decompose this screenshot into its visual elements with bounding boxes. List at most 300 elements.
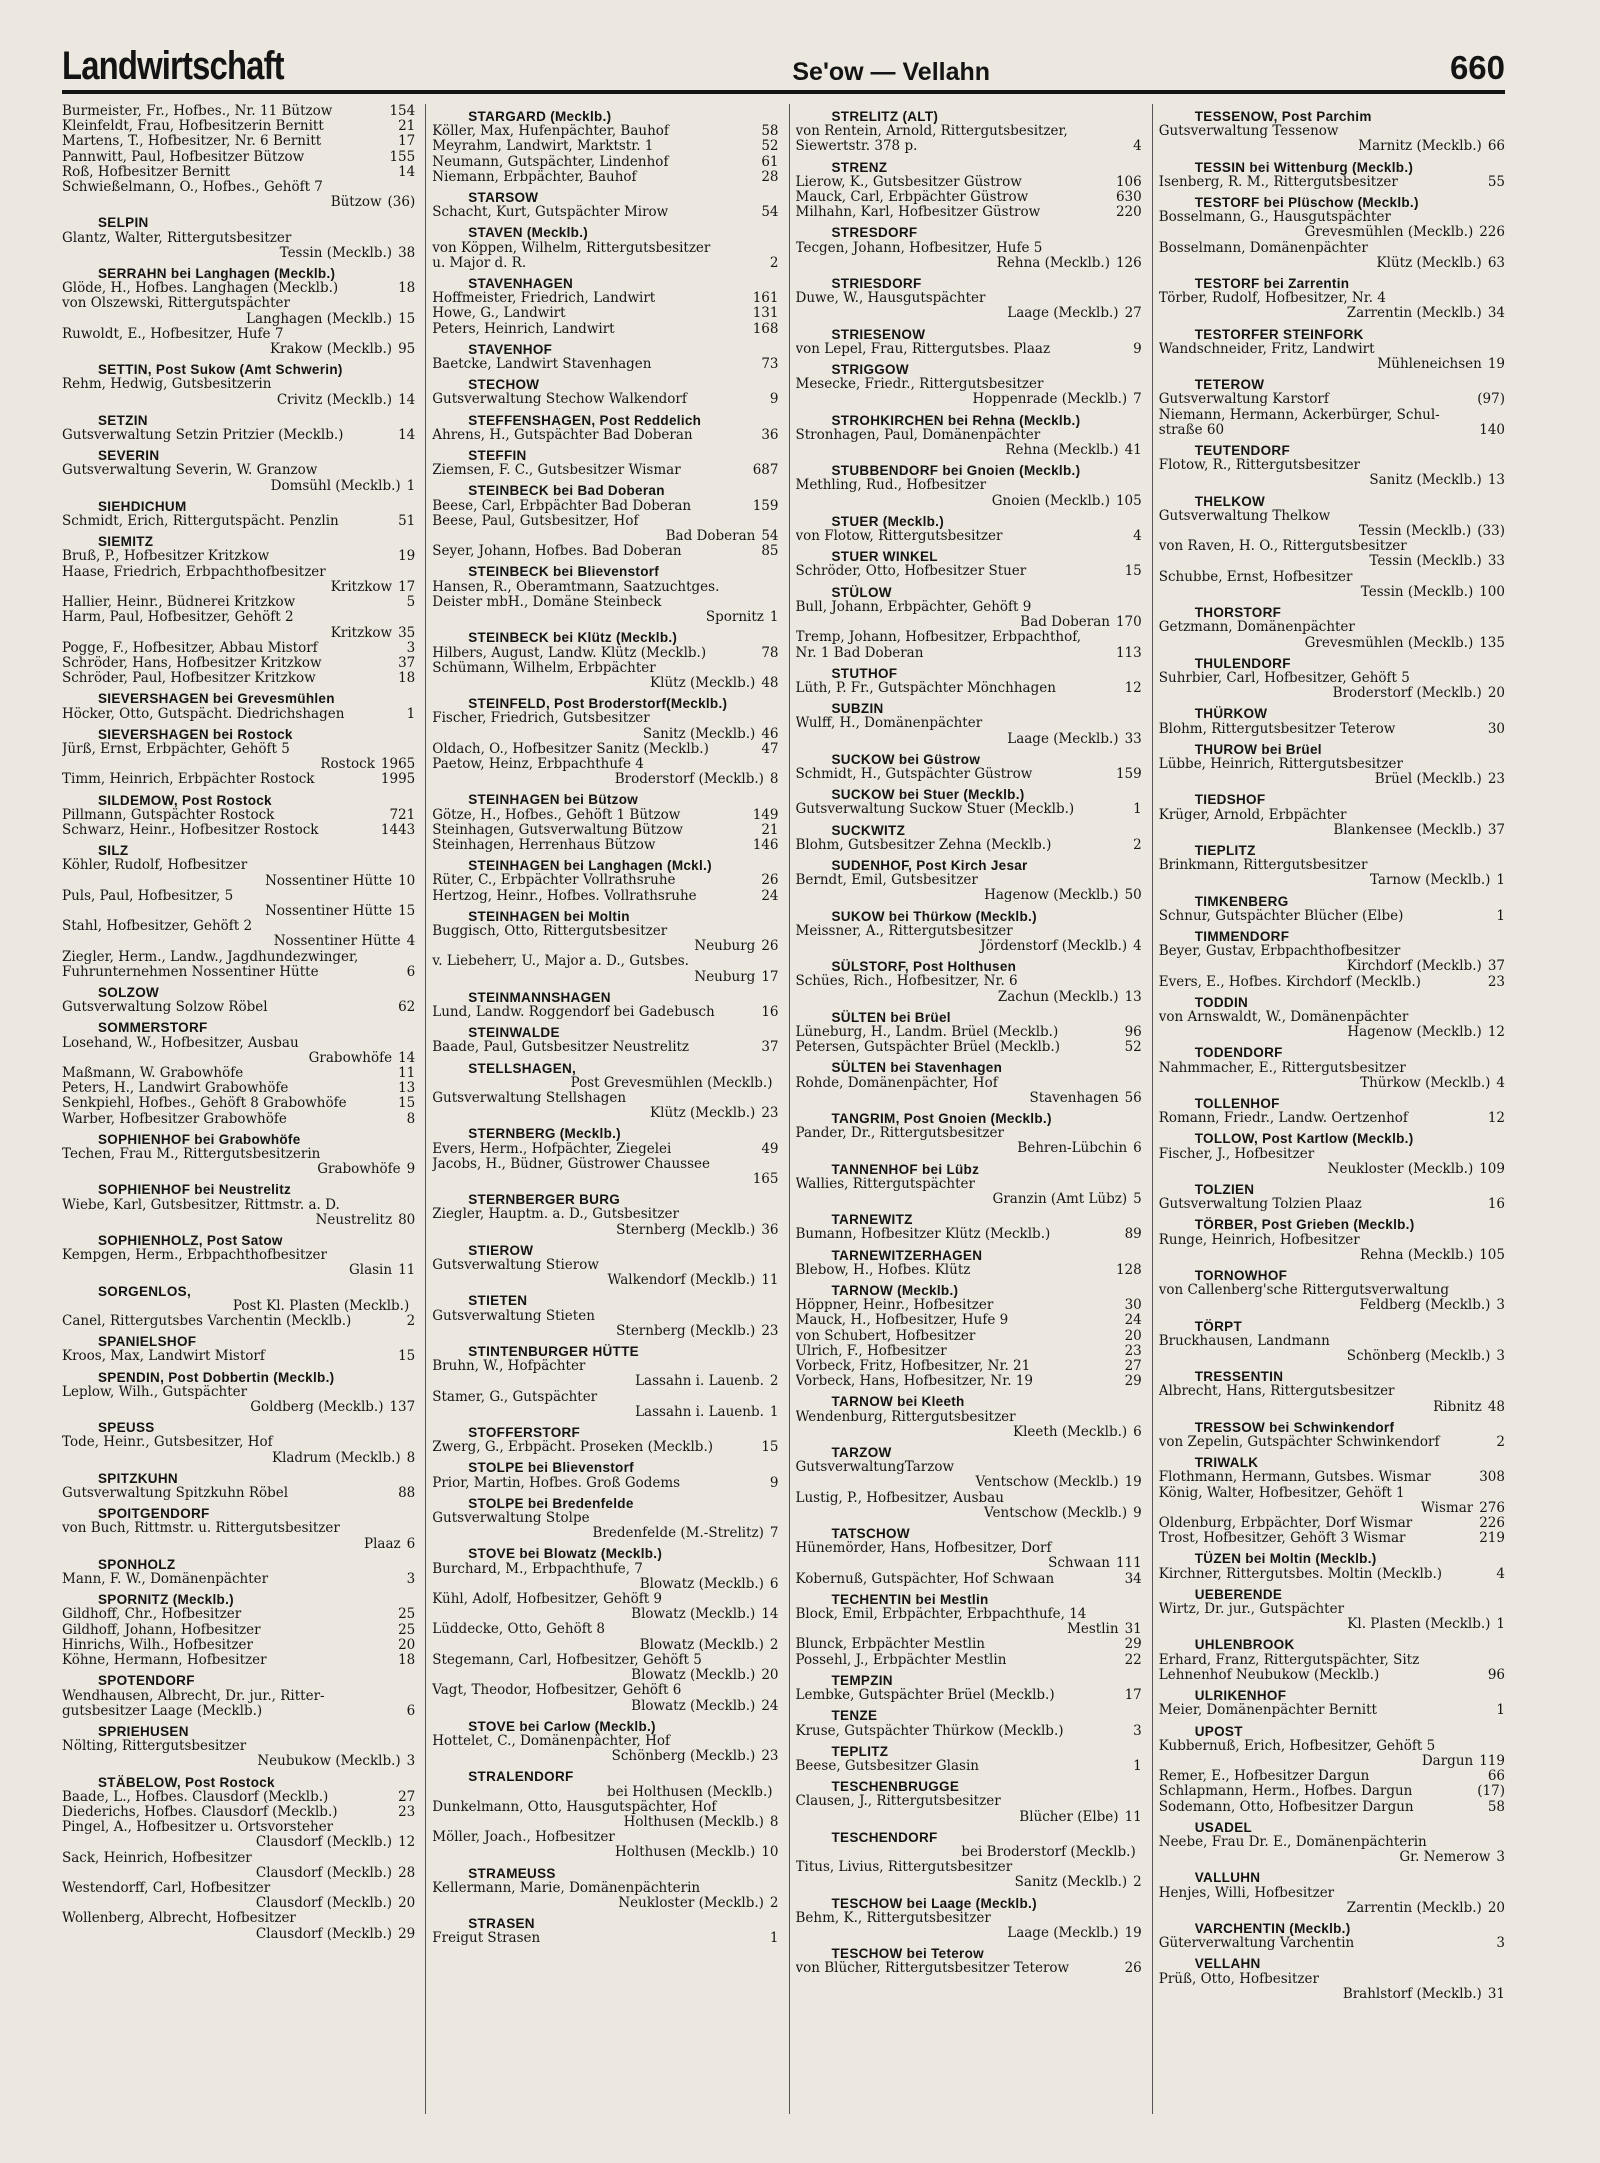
entry-text: Gildhoff, Johann, Hofbesitzer bbox=[62, 1622, 261, 1638]
place-heading: SÜLTEN bei Stavenhagen bbox=[831, 1060, 1003, 1076]
directory-entry bbox=[1159, 1668, 1505, 1683]
entry-text: Henjes, Willi, Hofbesitzer bbox=[1158, 1885, 1335, 1901]
entry-phone-number: 51 bbox=[398, 514, 416, 530]
directory-entry bbox=[1159, 1800, 1505, 1815]
entry-phone-number: 1965 bbox=[380, 757, 416, 773]
entry-text: Hilbers, August, Landw. Klütz (Mecklb.) bbox=[432, 645, 707, 661]
entry-phone-number: 15 bbox=[398, 903, 416, 919]
entry-text: Kirchdorf (Mecklb.) bbox=[1346, 959, 1482, 975]
entry-phone-number: 3 bbox=[406, 1572, 416, 1588]
directory-entry bbox=[1159, 524, 1505, 539]
entry-text: Hagenow (Mecklb.) bbox=[1347, 1025, 1482, 1041]
entry-phone-number: 161 bbox=[752, 291, 779, 307]
entry-text: Rüter, C., Erbpächter Vollrathsruhe bbox=[432, 873, 676, 889]
entry-text: Güterverwaltung Varchentin bbox=[1158, 1936, 1355, 1952]
entry-text: Warber, Hofbesitzer Grabowhöfe bbox=[62, 1111, 287, 1127]
entry-text: Ziegler, Herm., Landw., Jagdhundezwinger, bbox=[62, 949, 359, 965]
entry-phone-number: 9 bbox=[406, 1162, 416, 1178]
entry-text: Flotow, R., Rittergutsbesitzer bbox=[1158, 458, 1361, 474]
entry-phone-number: 48 bbox=[761, 675, 779, 691]
entry-text: Hagenow (Mecklb.) bbox=[984, 888, 1119, 904]
directory-entry bbox=[62, 549, 415, 564]
place-heading: TECHENTIN bei Mestlin bbox=[831, 1591, 989, 1607]
entry-text: Gutsverwaltung Tessenow bbox=[1158, 124, 1339, 140]
entry-phone-number: 1995 bbox=[380, 772, 416, 788]
directory-entry bbox=[432, 124, 778, 139]
entry-text: Nr. 1 Bad Doberan bbox=[795, 645, 924, 661]
entry-text: Tarnow (Mecklb.) bbox=[1369, 873, 1491, 889]
entry-phone-number: 23 bbox=[761, 1749, 779, 1765]
directory-entry bbox=[62, 1349, 415, 1364]
entry-text: Beese, Carl, Erbpächter Bad Doberan bbox=[432, 498, 692, 514]
place-heading: STEINMANNSHAGEN bbox=[468, 989, 611, 1005]
entry-text: Krüger, Arnold, Erbpächter bbox=[1158, 807, 1347, 823]
directory-entry bbox=[796, 1688, 1142, 1703]
directory-entry bbox=[62, 965, 415, 980]
entry-text: Brüel (Mecklb.) bbox=[1374, 772, 1482, 788]
entry-text: Westendorff, Carl, Hofbesitzer bbox=[62, 1880, 271, 1896]
entry-phone-number: 113 bbox=[1115, 645, 1142, 661]
directory-entry bbox=[62, 1835, 415, 1850]
entry-text: Schmidt, Erich, Rittergutspächt. Penzlin bbox=[62, 514, 339, 530]
place-heading: STRASEN bbox=[468, 1916, 535, 1932]
place-heading: STUER (Mecklb.) bbox=[831, 513, 945, 529]
place-heading: STARGARD (Mecklb.) bbox=[468, 109, 612, 124]
entry-text: Kobernuß, Gutspächter, Hof Schwaan bbox=[795, 1571, 1055, 1587]
entry-phone-number: 1 bbox=[406, 478, 416, 494]
directory-entry bbox=[62, 950, 415, 965]
entry-text: Suhrbier, Carl, Hofbesitzer, Gehöft 5 bbox=[1158, 670, 1410, 686]
entry-text: Schwießelmann, O., Hofbes., Gehöft 7 bbox=[62, 180, 323, 196]
directory-entry bbox=[1159, 392, 1505, 407]
directory-entry bbox=[432, 610, 778, 625]
directory-entry bbox=[1159, 124, 1505, 139]
directory-entry bbox=[796, 392, 1142, 407]
directory-entry bbox=[432, 646, 778, 661]
entry-phone-number: 66 bbox=[1487, 1769, 1505, 1785]
entry-text: Schlapmann, Herm., Hofbes. Dargun bbox=[1158, 1784, 1413, 1800]
directory-entry bbox=[796, 241, 1142, 256]
entry-text: Peters, H., Landwirt Grabowhöfe bbox=[62, 1081, 289, 1097]
entry-text: Mann, F. W., Domänenpächter bbox=[62, 1572, 269, 1588]
entry-text: Höppner, Heinr., Hofbesitzer bbox=[795, 1298, 994, 1314]
entry-phone-number: 105 bbox=[1479, 1247, 1505, 1263]
entry-phone-number: 30 bbox=[1487, 721, 1505, 737]
place-heading: TRIWALK bbox=[1194, 1455, 1259, 1471]
directory-entry bbox=[1159, 620, 1505, 635]
directory-entry bbox=[796, 1298, 1142, 1313]
entry-phone-number: 119 bbox=[1479, 1753, 1505, 1769]
directory-entry bbox=[1159, 858, 1505, 873]
directory-entry bbox=[432, 1734, 778, 1749]
place-heading: STEINWALDE bbox=[468, 1025, 560, 1041]
place-heading: SUCKOW bei Güstrow bbox=[831, 751, 981, 767]
entry-phone-number: 80 bbox=[398, 1212, 416, 1228]
place-heading: STEFFENSHAGEN, Post Reddelich bbox=[468, 412, 702, 428]
entry-text: Jacobs, H., Büdner, Güstrower Chaussee bbox=[432, 1156, 710, 1172]
place-heading: SPEUSS bbox=[98, 1420, 155, 1436]
directory-entry bbox=[62, 514, 415, 529]
entry-phone-number: 9 bbox=[769, 392, 779, 408]
directory-entry bbox=[432, 1622, 778, 1637]
place-heading: SUCKWITZ bbox=[831, 822, 906, 838]
entry-phone-number: 41 bbox=[1124, 443, 1142, 459]
directory-entry bbox=[432, 322, 778, 337]
entry-phone-number: 23 bbox=[398, 1804, 416, 1820]
entry-text: Tessin (Mecklb.) bbox=[1369, 554, 1482, 570]
entry-phone-number: 1 bbox=[769, 1404, 779, 1420]
entry-text: Harm, Paul, Hofbesitzer, Gehöft 2 bbox=[62, 610, 294, 626]
entry-text: Jürß, Ernst, Erbpächter, Gehöft 5 bbox=[62, 741, 290, 757]
directory-entry bbox=[796, 443, 1142, 458]
place-heading: SILDEMOW, Post Rostock bbox=[98, 792, 272, 808]
directory-entry bbox=[796, 529, 1142, 544]
entry-text: straße 60 bbox=[1158, 422, 1225, 438]
entry-text: Meyrahm, Landwirt, Marktstr. 1 bbox=[432, 139, 654, 155]
directory-entry bbox=[432, 1223, 778, 1238]
page-header bbox=[62, 30, 1505, 94]
entry-phone-number: 154 bbox=[389, 104, 416, 119]
place-heading: TARNOW bei Kleeth bbox=[831, 1394, 965, 1410]
place-heading: SÜLTEN bei Brüel bbox=[831, 1009, 951, 1025]
entry-text: Gutsverwaltung Stechow Walkendorf bbox=[432, 392, 687, 408]
entry-text: Kirchner, Rittergutsbes. Moltin (Mecklb.) bbox=[1158, 1566, 1443, 1582]
directory-entry bbox=[62, 150, 415, 165]
directory-entry bbox=[62, 1486, 415, 1501]
entry-text: Lierow, K., Gutsbesitzer Güstrow bbox=[795, 174, 1022, 190]
entry-text: Gnoien (Mecklb.) bbox=[991, 493, 1110, 509]
entry-text: Roß, Hofbesitzer Bernitt bbox=[62, 164, 231, 180]
entry-phone-number: 27 bbox=[398, 1789, 416, 1805]
entry-text: Pillmann, Gutspächter Rostock bbox=[62, 807, 275, 823]
entry-text: Blohm, Rittergutsbesitzer Teterow bbox=[1158, 721, 1396, 737]
entry-text: Timm, Heinrich, Erbpächter Rostock bbox=[62, 772, 315, 788]
entry-phone-number: 20 bbox=[398, 1896, 416, 1912]
place-heading: STUTHOF bbox=[831, 665, 898, 681]
entry-text: Kladrum (Mecklb.) bbox=[271, 1450, 401, 1466]
entry-text: von Blücher, Rittergutsbesitzer Teterow bbox=[795, 1961, 1070, 1977]
directory-entry bbox=[62, 671, 415, 686]
place-heading: THULENDORF bbox=[1194, 655, 1291, 671]
entry-text: Tremp, Johann, Hofbesitzer, Erbpachthof, bbox=[795, 630, 1082, 646]
place-heading: TÖRBER, Post Grieben (Mecklb.) bbox=[1194, 1217, 1415, 1233]
directory-entry bbox=[796, 1177, 1142, 1192]
place-heading: SPRIEHUSEN bbox=[98, 1723, 189, 1739]
place-heading: SIEHDICHUM bbox=[98, 498, 187, 514]
entry-text: Evers, Herm., Hofpächter, Ziegelei bbox=[432, 1141, 672, 1157]
entry-text: Sternberg (Mecklb.) bbox=[616, 1323, 756, 1339]
entry-text: Kritzkow bbox=[330, 579, 393, 595]
entry-phone-number: 4 bbox=[1133, 139, 1142, 155]
entry-text: Meier, Domänenpächter Bernitt bbox=[1158, 1703, 1377, 1719]
directory-entry bbox=[1159, 1567, 1505, 1582]
directory-entry bbox=[432, 1800, 778, 1815]
directory-entry bbox=[62, 919, 415, 934]
directory-entry bbox=[62, 1213, 415, 1228]
directory-entry bbox=[796, 190, 1142, 205]
directory-entry bbox=[432, 392, 778, 407]
directory-entry bbox=[432, 939, 778, 954]
entry-text: Vorbeck, Hans, Hofbesitzer, Nr. 19 bbox=[795, 1374, 1033, 1390]
entry-text: Gutsverwaltung Thelkow bbox=[1158, 508, 1331, 524]
place-heading: SEVERIN bbox=[98, 448, 160, 464]
directory-entry bbox=[432, 155, 778, 170]
entry-phone-number: 6 bbox=[1133, 1141, 1142, 1157]
entry-phone-number: 18 bbox=[398, 281, 416, 297]
directory-entry bbox=[62, 180, 415, 195]
directory-entry bbox=[796, 767, 1142, 782]
directory-entry bbox=[796, 291, 1142, 306]
place-heading: STERNBERGER BURG bbox=[468, 1192, 621, 1208]
directory-entry bbox=[432, 1374, 778, 1389]
directory-entry bbox=[796, 1794, 1142, 1809]
directory-entry bbox=[796, 873, 1142, 888]
place-heading: SOPHIENHOLZ, Post Satow bbox=[98, 1233, 283, 1249]
directory-entry bbox=[1159, 1010, 1505, 1025]
place-heading: SOPHIENHOF bei Grabowhöfe bbox=[98, 1131, 301, 1147]
entry-text: Oldenburg, Erbpächter, Dorf Wismar bbox=[1158, 1516, 1413, 1532]
entry-text: Nossentiner Hütte bbox=[265, 903, 393, 919]
entry-phone-number: 6 bbox=[406, 1536, 416, 1552]
directory-entry bbox=[62, 874, 415, 889]
directory-entry bbox=[62, 1623, 415, 1638]
entry-text: Clausdorf (Mecklb.) bbox=[255, 1896, 393, 1912]
entry-phone-number: 23 bbox=[1487, 974, 1505, 990]
directory-entry bbox=[432, 1142, 778, 1157]
directory-entry bbox=[1159, 1739, 1505, 1754]
place-heading: SIEMITZ bbox=[98, 534, 154, 550]
entry-phone-number: 131 bbox=[752, 306, 779, 322]
entry-text: Lüth, P. Fr., Gutspächter Mönchhagen bbox=[795, 680, 1056, 696]
entry-phone-number: 1 bbox=[1133, 1758, 1142, 1774]
entry-phone-number: 2 bbox=[406, 1314, 416, 1330]
entry-text: Niemann, Erbpächter, Bauhof bbox=[432, 169, 637, 185]
directory-entry bbox=[1159, 1283, 1505, 1298]
directory-entry bbox=[1159, 1784, 1505, 1799]
directory-entry bbox=[62, 1851, 415, 1866]
entry-text: Evers, E., Hofbes. Kirchdorf (Mecklb.) bbox=[1158, 974, 1421, 990]
entry-text: Sanitz (Mecklb.) bbox=[642, 726, 756, 742]
entry-text: Oldach, O., Hofbesitzer Sanitz (Mecklb.) bbox=[432, 741, 709, 757]
directory-entry bbox=[432, 306, 778, 321]
entry-phone-number: 4 bbox=[1133, 529, 1142, 545]
section-title: Landwirtschaft bbox=[62, 44, 284, 88]
directory-entry bbox=[1159, 1769, 1505, 1784]
entry-phone-number: 630 bbox=[1115, 190, 1142, 206]
directory-entry bbox=[62, 1400, 415, 1415]
entry-phone-number: 34 bbox=[1124, 1571, 1142, 1587]
directory-entry bbox=[796, 600, 1142, 615]
place-heading: TIEPLITZ bbox=[1194, 842, 1256, 858]
entry-phone-number: 170 bbox=[1115, 615, 1142, 631]
directory-entry bbox=[796, 990, 1142, 1005]
entry-phone-number: 31 bbox=[1124, 1622, 1142, 1638]
entry-text: Grabowhöfe bbox=[308, 1050, 393, 1066]
place-heading: THÜRKOW bbox=[1194, 706, 1268, 722]
entry-text: Rehna (Mecklb.) bbox=[1005, 443, 1119, 459]
entry-text: Flothmann, Hermann, Gutsbes. Wismar bbox=[1158, 1470, 1431, 1486]
directory-entry bbox=[62, 312, 415, 327]
entry-text: Peters, Heinrich, Landwirt bbox=[432, 321, 615, 337]
entry-phone-number: 31 bbox=[1487, 1986, 1505, 2002]
directory-entry bbox=[62, 104, 415, 119]
directory-entry bbox=[1159, 357, 1505, 372]
directory-entry bbox=[796, 306, 1142, 321]
entry-text: Neuburg bbox=[694, 939, 756, 955]
entry-phone-number: 3 bbox=[1496, 1298, 1505, 1314]
place-heading: TOLLENHOF bbox=[1194, 1095, 1280, 1111]
entry-text: Neukloster (Mecklb.) bbox=[618, 1895, 764, 1911]
entry-text: Gutsverwaltung Suckow Stuer (Mecklb.) bbox=[795, 802, 1075, 818]
entry-text: Wiebe, Karl, Gutsbesitzer, Rittmstr. a. D. bbox=[62, 1197, 340, 1213]
place-heading: TESCHOW bei Laage (Mecklb.) bbox=[831, 1895, 1037, 1911]
place-heading: TESSENOW, Post Parchim bbox=[1194, 109, 1372, 124]
entry-phone-number: 19 bbox=[1487, 357, 1505, 373]
entry-text: Steinhagen, Herrenhaus Bützow bbox=[432, 837, 656, 853]
entry-text: Duwe, W., Hausgutspächter bbox=[795, 291, 986, 307]
directory-entry bbox=[796, 630, 1142, 645]
place-heading: STEINFELD, Post Broderstorf(Mecklb.) bbox=[468, 696, 728, 712]
place-heading: TESCHENBRUGGE bbox=[831, 1779, 960, 1795]
entry-text: Blowatz (Mecklb.) bbox=[631, 1698, 756, 1714]
directory-entry bbox=[1159, 342, 1505, 357]
directory-entry bbox=[1159, 1501, 1505, 1516]
entry-text: Senkpiehl, Hofbes., Gehöft 8 Grabowhöfe bbox=[62, 1096, 347, 1112]
entry-text: Laage (Mecklb.) bbox=[1007, 1925, 1119, 1941]
directory-entry bbox=[62, 1638, 415, 1653]
place-heading: STUER WINKEL bbox=[831, 549, 938, 565]
entry-phone-number: 22 bbox=[1124, 1652, 1142, 1668]
directory-entry bbox=[62, 595, 415, 610]
place-heading: SPOITGENDORF bbox=[98, 1506, 210, 1522]
entry-text: Dargun bbox=[1421, 1753, 1474, 1769]
entry-text: Klütz (Mecklb.) bbox=[650, 1106, 756, 1122]
entry-text: von Köppen, Wilhelm, Rittergutsbesitzer bbox=[432, 240, 711, 256]
range-title: Se'ow — Vellahn bbox=[792, 58, 991, 86]
directory-entry bbox=[432, 1607, 778, 1622]
entry-text: Schümann, Wilhelm, Erbpächter bbox=[432, 660, 656, 676]
entry-phone-number: (36) bbox=[387, 195, 416, 211]
entry-text: Hansen, R., Oberamtmann, Saatzuchtges. bbox=[432, 579, 720, 595]
place-heading: TEPLITZ bbox=[831, 1743, 889, 1759]
entry-text: Walkendorf (Mecklb.) bbox=[607, 1273, 756, 1289]
entry-phone-number: 37 bbox=[1487, 822, 1505, 838]
place-heading: SUBZIN bbox=[831, 701, 884, 717]
entry-phone-number: 24 bbox=[761, 1698, 779, 1714]
directory-entry bbox=[796, 615, 1142, 630]
entry-phone-number: 52 bbox=[761, 139, 779, 155]
place-heading: VARCHENTIN (Mecklb.) bbox=[1194, 1920, 1351, 1936]
directory-entry bbox=[1159, 241, 1505, 256]
entry-phone-number: (97) bbox=[1477, 392, 1505, 408]
directory-entry bbox=[796, 646, 1142, 661]
place-heading: SPITZKUHN bbox=[98, 1470, 178, 1486]
directory-entry bbox=[1159, 909, 1505, 924]
place-heading: SETTIN, Post Sukow (Amt Schwerin) bbox=[98, 362, 343, 378]
entry-phone-number: 63 bbox=[1487, 255, 1505, 271]
entry-text: Grabowhöfe bbox=[317, 1162, 401, 1178]
directory-entry bbox=[796, 478, 1142, 493]
entry-text: Pander, Dr., Rittergutsbesitzer bbox=[795, 1126, 1004, 1142]
entry-phone-number: 11 bbox=[398, 1263, 416, 1279]
entry-text: Trost, Hofbesitzer, Gehöft 3 Wismar bbox=[1158, 1531, 1406, 1547]
entry-phone-number: 146 bbox=[752, 837, 779, 853]
entry-text: Buggisch, Otto, Rittergutsbesitzer bbox=[432, 923, 668, 939]
entry-phone-number: 6 bbox=[406, 1703, 416, 1719]
entry-text: Sanitz (Mecklb.) bbox=[1014, 1875, 1128, 1891]
entry-text: Kühl, Adolf, Hofbesitzer, Gehöft 9 bbox=[432, 1592, 663, 1608]
directory-entry bbox=[432, 1931, 778, 1946]
place-heading: ULRIKENHOF bbox=[1194, 1688, 1287, 1704]
place-heading: TESCHENDORF bbox=[831, 1829, 938, 1845]
directory-entry bbox=[432, 1040, 778, 1055]
entry-text: Brinkmann, Rittergutsbesitzer bbox=[1158, 858, 1368, 874]
directory-entry bbox=[62, 479, 415, 494]
entry-phone-number: 17 bbox=[398, 134, 416, 150]
place-heading: TEUTENDORF bbox=[1194, 443, 1290, 459]
entry-phone-number: 1 bbox=[406, 706, 416, 722]
place-heading: STEINBECK bei Bad Doberan bbox=[468, 483, 665, 499]
entry-phone-number: 226 bbox=[1479, 225, 1505, 241]
directory-entry bbox=[1159, 1197, 1505, 1212]
entry-text: Rohde, Domänenpächter, Hof bbox=[795, 1075, 998, 1091]
entry-text: Lund, Landw. Roggendorf bei Gadebusch bbox=[432, 1004, 715, 1020]
entry-text: Beyer, Gustav, Erbpachthofbesitzer bbox=[1158, 944, 1401, 960]
directory-entry bbox=[62, 808, 415, 823]
entry-phone-number: 14 bbox=[398, 164, 416, 180]
directory-entry bbox=[796, 1491, 1142, 1506]
place-heading: STEINHAGEN bei Bützow bbox=[468, 792, 639, 808]
entry-text: Losehand, W., Hofbesitzer, Ausbau bbox=[62, 1035, 299, 1051]
directory-entry bbox=[432, 256, 778, 271]
entry-text: Spornitz bbox=[705, 610, 764, 626]
entry-text: Kubbernuß, Erich, Hofbesitzer, Gehöft 5 bbox=[1158, 1738, 1436, 1754]
directory-entry bbox=[432, 1390, 778, 1405]
entry-text: Post Grevesmühlen (Mecklb.) bbox=[570, 1075, 773, 1091]
directory-entry bbox=[62, 1607, 415, 1622]
entry-phone-number: 26 bbox=[761, 939, 779, 955]
entry-text: Bruckhausen, Landmann bbox=[1158, 1333, 1330, 1349]
directory-entry bbox=[1159, 554, 1505, 569]
directory-entry bbox=[62, 1911, 415, 1926]
entry-text: Sanitz (Mecklb.) bbox=[1369, 473, 1482, 489]
directory-entry bbox=[62, 296, 415, 311]
directory-entry bbox=[62, 231, 415, 246]
directory-entry bbox=[62, 1805, 415, 1820]
entry-text: Klütz (Mecklb.) bbox=[1376, 255, 1482, 271]
place-heading: THUROW bei Brüel bbox=[1194, 741, 1322, 757]
directory-columns bbox=[62, 104, 1505, 2114]
entry-text: Neuburg bbox=[694, 969, 756, 985]
directory-entry bbox=[796, 974, 1142, 989]
entry-text: Clausen, J., Rittergutsbesitzer bbox=[795, 1794, 1001, 1810]
directory-entry bbox=[796, 939, 1142, 954]
entry-text: Baade, L., Hofbes. Clausdorf (Mecklb.) bbox=[62, 1789, 329, 1805]
entry-text: Kroos, Max, Landwirt Mistorf bbox=[62, 1349, 265, 1365]
entry-text: Bredenfelde (M.-Strelitz) bbox=[592, 1526, 764, 1542]
entry-phone-number: 29 bbox=[1124, 1637, 1142, 1653]
entry-text: Klütz (Mecklb.) bbox=[650, 675, 756, 691]
place-heading: STOLPE bei Bredenfelde bbox=[468, 1495, 634, 1511]
entry-text: Clausdorf (Mecklb.) bbox=[255, 1926, 393, 1942]
entry-phone-number: 135 bbox=[1479, 635, 1505, 651]
directory-entry bbox=[432, 1896, 778, 1911]
entry-text: Grevesmühlen (Mecklb.) bbox=[1304, 635, 1474, 651]
directory-entry bbox=[796, 1126, 1142, 1141]
entry-text: Gutsverwaltung Setzin Pritzier (Mecklb.) bbox=[62, 428, 344, 444]
directory-entry bbox=[796, 716, 1142, 731]
directory-entry bbox=[62, 1112, 415, 1127]
